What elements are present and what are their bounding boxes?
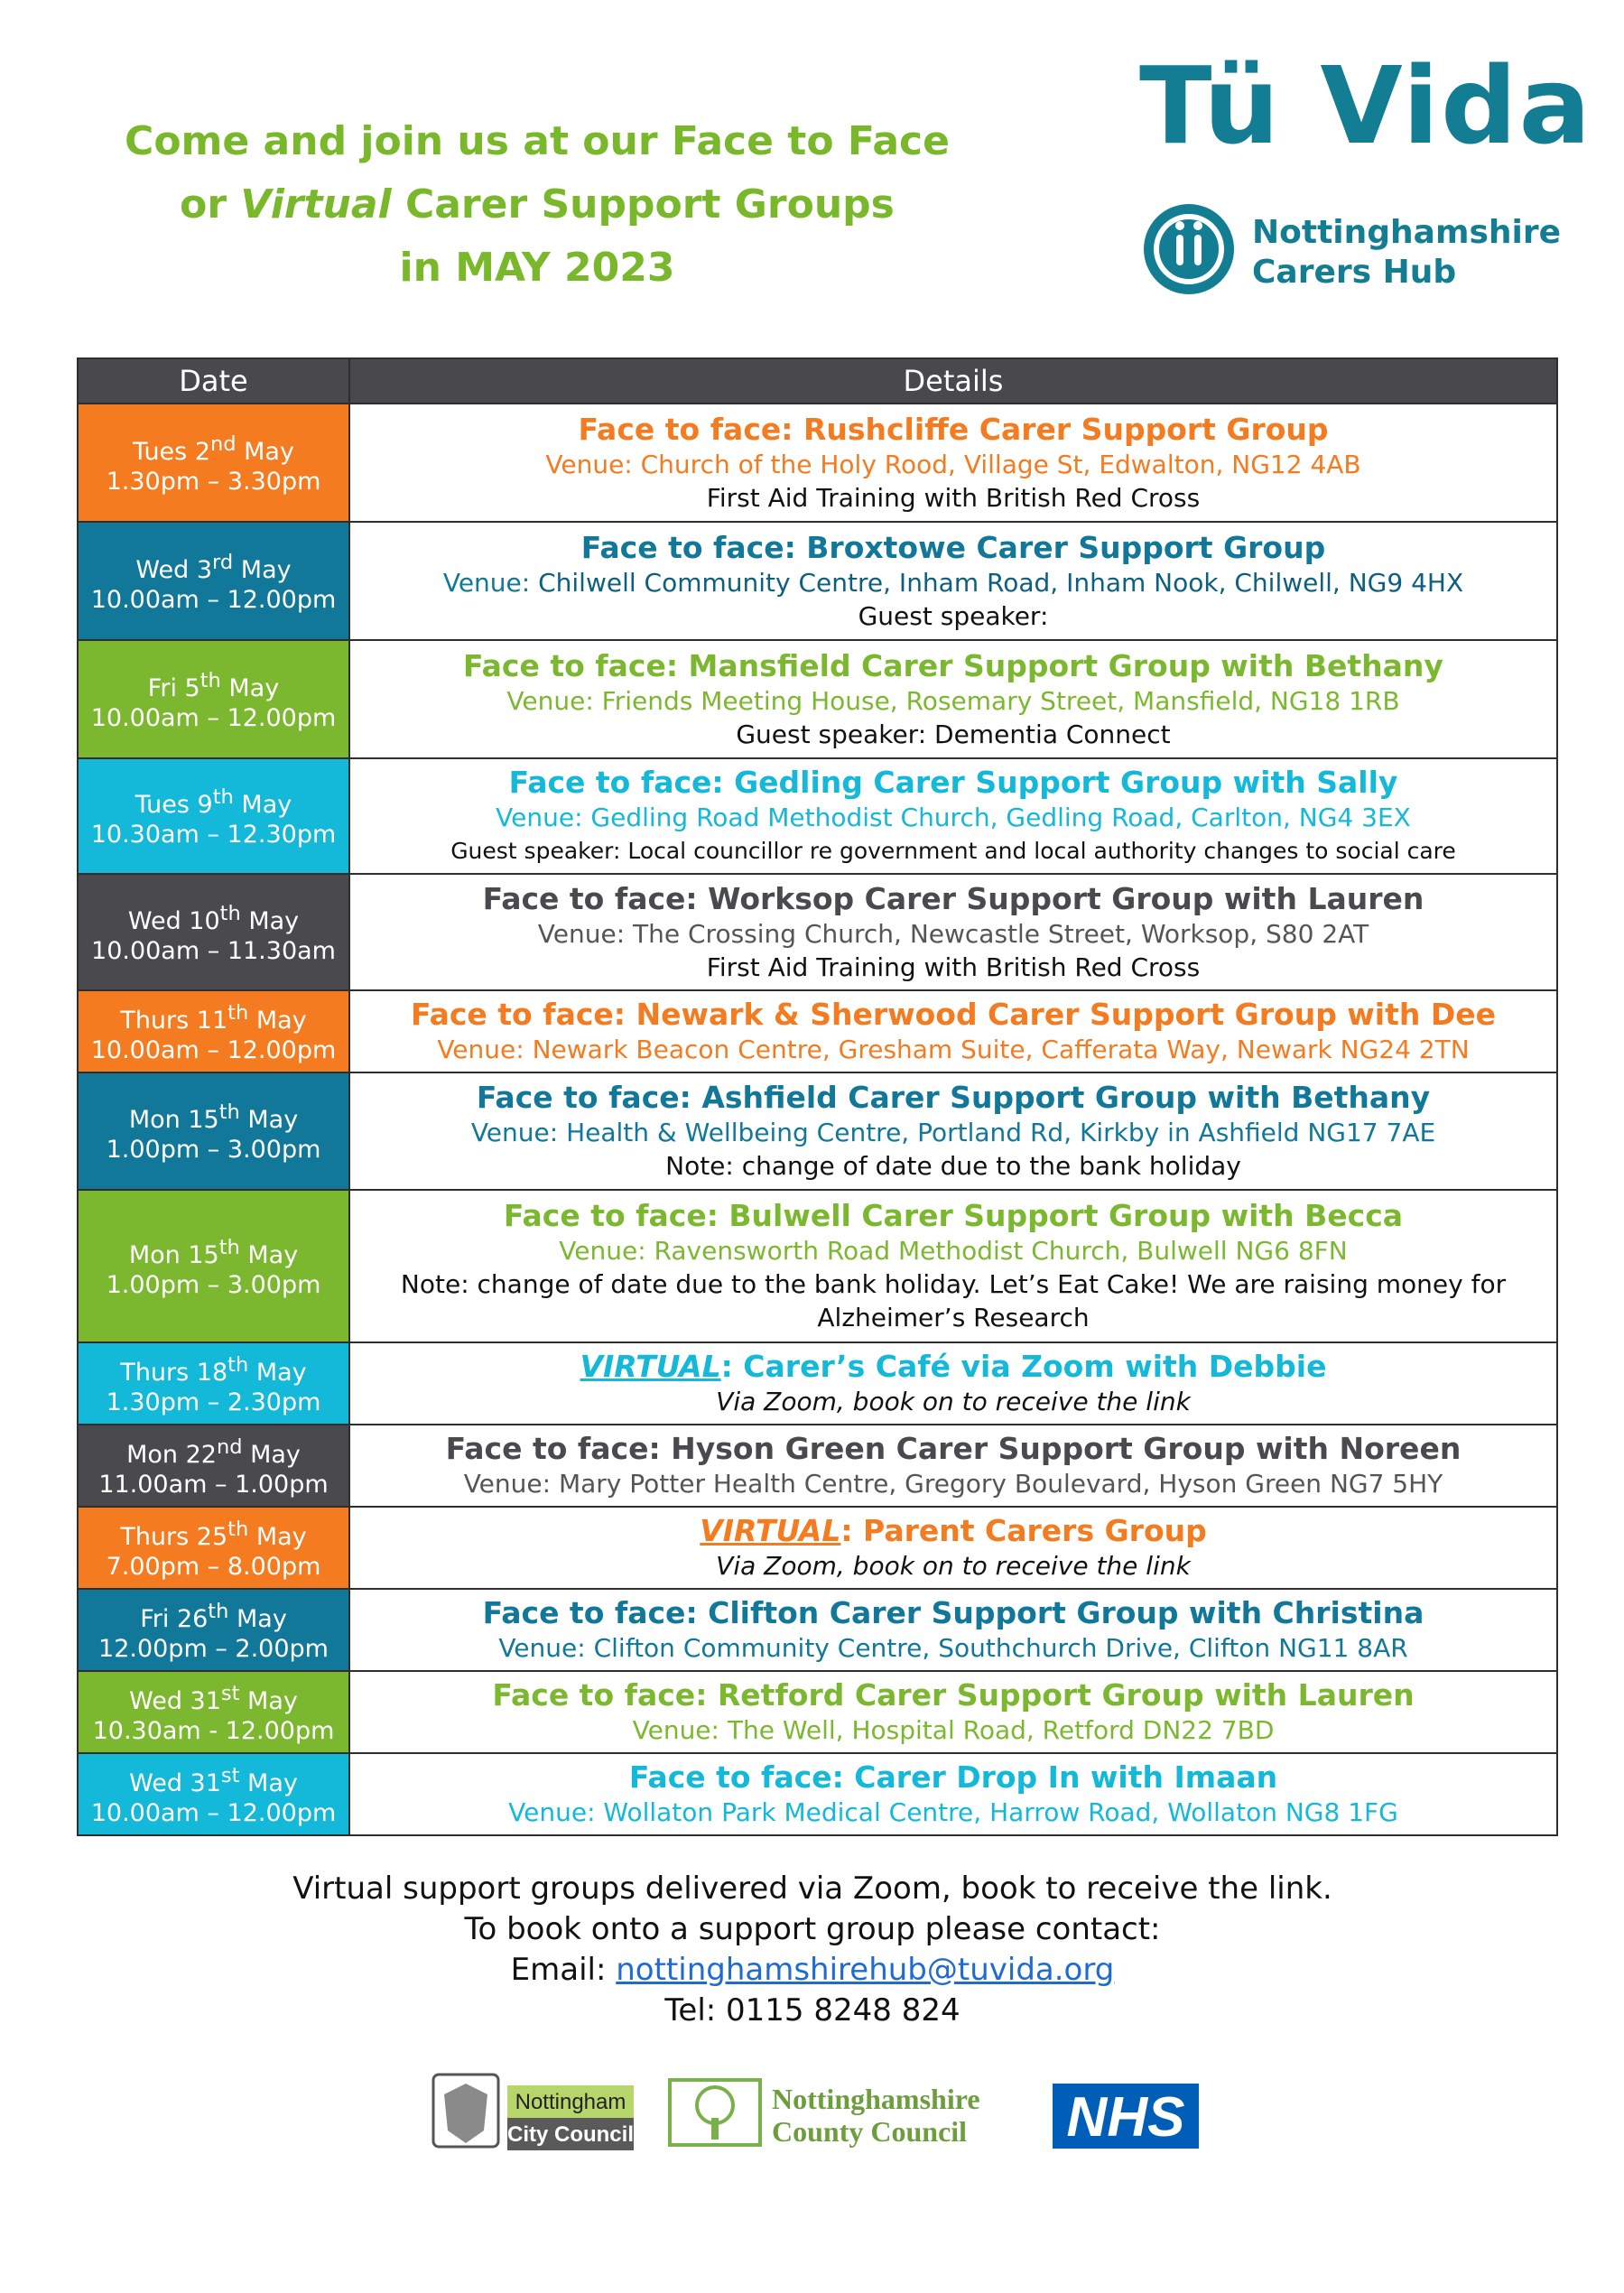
date-cell bbox=[78, 1190, 349, 1342]
hub-line-1: Nottinghamshire bbox=[1252, 214, 1562, 251]
title-line-3: in MAY 2023 bbox=[399, 245, 675, 291]
event-via: Via Zoom, book on to receive the link bbox=[716, 1387, 1191, 1416]
details-cell bbox=[349, 1190, 1557, 1342]
details-column-header: Details bbox=[349, 358, 1557, 404]
event-venue: Venue: Church of the Holy Rood, Village St, Edwalton, NG12 4AB bbox=[545, 449, 1361, 479]
event-venue: Venue: The Well, Hospital Road, Retford DN22 7BD bbox=[632, 1715, 1275, 1745]
details-cell bbox=[349, 404, 1557, 522]
schedule-table bbox=[77, 357, 1558, 1836]
event-note: Guest speaker: Dementia Connect bbox=[736, 719, 1171, 749]
event-day: Mon 15th May bbox=[128, 1100, 299, 1134]
details-cell bbox=[349, 1425, 1557, 1507]
nhs-logo-text: NHS bbox=[1066, 2086, 1185, 2149]
date-cell bbox=[78, 640, 349, 758]
footer-email-line bbox=[90, 1950, 1535, 1991]
details-cell bbox=[349, 990, 1557, 1072]
hub-line-2: Carers Hub bbox=[1252, 254, 1457, 291]
tuvida-wordmark: Tü Vida bbox=[1139, 43, 1593, 168]
nhs-logo bbox=[1053, 2084, 1199, 2149]
carers-hub-text bbox=[1252, 213, 1561, 292]
event-time: 10.00am – 12.00pm bbox=[90, 1798, 337, 1827]
event-time: 10.30am – 12.30pm bbox=[90, 821, 337, 849]
date-column-header: Date bbox=[78, 358, 349, 404]
event-venue: Venue: Chilwell Community Centre, Inham Road, Inham Nook, Chilwell, NG9 4HX bbox=[442, 567, 1464, 598]
table-row bbox=[78, 1342, 1557, 1425]
city-council-logo bbox=[433, 2075, 634, 2150]
table-row bbox=[78, 1671, 1557, 1753]
event-title: VIRTUAL: Parent Carers Group bbox=[700, 1513, 1207, 1548]
event-time: 10.00am – 11.30am bbox=[91, 936, 336, 965]
hub-logo-dot-left bbox=[1175, 221, 1184, 230]
table-row bbox=[78, 522, 1557, 640]
event-day: Thurs 11th May bbox=[120, 1000, 307, 1035]
event-time: 10.00am – 12.00pm bbox=[90, 1035, 337, 1064]
city-council-text-2: City Council bbox=[506, 2122, 635, 2147]
city-council-text-1: Nottingham bbox=[515, 2090, 626, 2114]
event-venue: Venue: Wollaton Park Medical Centre, Harrow Road, Wollaton NG8 1FG bbox=[508, 1797, 1398, 1827]
date-cell bbox=[78, 1589, 349, 1671]
event-title: Face to face: Retford Carer Support Group with Lauren bbox=[492, 1677, 1415, 1713]
title-line-2 bbox=[81, 173, 993, 237]
event-venue: Venue: Gedling Road Methodist Church, Gedling Road, Carlton, NG4 3EX bbox=[496, 803, 1411, 832]
event-day: Thurs 25th May bbox=[120, 1517, 307, 1551]
event-time: 1.30pm – 3.30pm bbox=[106, 467, 321, 496]
footer-line-1: Virtual support groups delivered via Zoom, book to receive the link. bbox=[292, 1871, 1332, 1907]
event-venue: Venue: Ravensworth Road Methodist Church, Bulwell NG6 8FN bbox=[559, 1236, 1348, 1266]
event-day: Wed 31st May bbox=[129, 1681, 298, 1715]
date-cell bbox=[78, 874, 349, 990]
table-row bbox=[78, 1072, 1557, 1190]
event-time: 11.00am – 1.00pm bbox=[98, 1470, 329, 1499]
hub-logo-bar-left bbox=[1176, 235, 1183, 265]
date-cell bbox=[78, 1072, 349, 1190]
title-virtual-word: Virtual bbox=[240, 181, 392, 227]
footer-tel: Tel: 0115 8248 824 bbox=[664, 1992, 960, 2028]
county-council-logo bbox=[670, 2080, 980, 2148]
event-day: Fri 26th May bbox=[140, 1599, 287, 1633]
date-cell bbox=[78, 404, 349, 522]
title-line-2-pre: or bbox=[180, 181, 241, 227]
event-via: Via Zoom, book on to receive the link bbox=[716, 1551, 1191, 1581]
event-venue: Venue: Health & Wellbeing Centre, Portland Rd, Kirkby in Ashfield NG17 7AE bbox=[470, 1118, 1436, 1147]
event-note: First Aid Training with British Red Cross bbox=[706, 952, 1201, 982]
event-day: Fri 5th May bbox=[147, 668, 280, 702]
email-link[interactable]: nottinghamshirehub@tuvida.org bbox=[616, 1952, 1115, 1988]
table-row bbox=[78, 1507, 1557, 1589]
event-day: Tues 9th May bbox=[135, 785, 292, 819]
event-time: 1.00pm – 3.00pm bbox=[106, 1136, 321, 1164]
event-day: Wed 31st May bbox=[129, 1763, 298, 1797]
event-title: Face to face: Worksop Carer Support Group with Lauren bbox=[482, 880, 1424, 916]
county-council-text-2: County Council bbox=[772, 2115, 968, 2148]
footer-line-2: To book onto a support group please contact: bbox=[464, 1911, 1161, 1947]
date-cell bbox=[78, 1753, 349, 1835]
event-venue: Venue: Mary Potter Health Centre, Gregory Boulevard, Hyson Green NG7 5HY bbox=[463, 1469, 1443, 1499]
date-cell bbox=[78, 522, 349, 640]
event-title: Face to face: Carer Drop In with Imaan bbox=[628, 1759, 1278, 1795]
event-time: 7.00pm – 8.00pm bbox=[106, 1552, 321, 1581]
date-cell bbox=[78, 1507, 349, 1589]
event-time: 10.00am – 12.00pm bbox=[90, 703, 337, 732]
event-title: Face to face: Rushcliffe Carer Support Group bbox=[578, 411, 1329, 447]
event-day: Wed 10th May bbox=[127, 901, 300, 935]
event-title: Face to face: Mansfield Carer Support Group with Bethany bbox=[463, 647, 1443, 683]
event-title: Face to face: Ashfield Carer Support Group with Bethany bbox=[476, 1080, 1431, 1115]
title-line-1: Come and join us at our Face to Face bbox=[125, 118, 950, 164]
details-cell bbox=[349, 874, 1557, 990]
partner-logos bbox=[433, 2067, 1210, 2158]
table-row bbox=[78, 640, 1557, 758]
event-day: Mon 15th May bbox=[128, 1235, 299, 1269]
date-cell bbox=[78, 1342, 349, 1425]
contact-footer bbox=[90, 1869, 1535, 2031]
hub-logo-dot-right bbox=[1193, 221, 1202, 230]
page-title bbox=[81, 110, 993, 300]
event-day: Wed 3rd May bbox=[135, 550, 292, 584]
event-note: Guest speaker: Local councillor re government and local authority changes to social care bbox=[450, 838, 1456, 864]
date-cell bbox=[78, 1671, 349, 1753]
email-label: Email: bbox=[510, 1952, 617, 1988]
event-title: Face to face: Gedling Carer Support Group with Sally bbox=[508, 765, 1398, 800]
table-row bbox=[78, 758, 1557, 874]
table-row bbox=[78, 1190, 1557, 1342]
hub-logo-bar-right bbox=[1194, 235, 1202, 265]
county-logo-trunk bbox=[711, 2118, 719, 2140]
date-cell bbox=[78, 1425, 349, 1507]
event-day: Thurs 18th May bbox=[120, 1352, 307, 1387]
details-cell bbox=[349, 1671, 1557, 1753]
event-venue: Venue: The Crossing Church, Newcastle Street, Worksop, S80 2AT bbox=[537, 918, 1369, 949]
event-title: VIRTUAL: Carer’s Café via Zoom with Debbie bbox=[580, 1349, 1327, 1384]
county-council-text-1: Nottinghamshire bbox=[772, 2083, 980, 2115]
table-row bbox=[78, 404, 1557, 522]
event-title: Face to face: Bulwell Carer Support Group with Becca bbox=[503, 1198, 1404, 1233]
details-cell bbox=[349, 522, 1557, 640]
event-venue: Venue: Friends Meeting House, Rosemary Street, Mansfield, NG18 1RB bbox=[506, 685, 1400, 716]
details-cell bbox=[349, 758, 1557, 874]
details-cell bbox=[349, 1753, 1557, 1835]
event-time: 1.30pm – 2.30pm bbox=[106, 1388, 321, 1416]
table-row bbox=[78, 990, 1557, 1072]
tuvida-logo bbox=[1139, 43, 1593, 168]
title-line-2-post: Carer Support Groups bbox=[391, 181, 895, 227]
event-day: Tues 2nd May bbox=[133, 432, 294, 466]
table-row bbox=[78, 1753, 1557, 1835]
event-venue: Venue: Newark Beacon Centre, Gresham Suite, Cafferata Way, Newark NG24 2TN bbox=[437, 1035, 1470, 1064]
table-row bbox=[78, 1425, 1557, 1507]
event-note: Note: change of date due to the bank holiday bbox=[665, 1151, 1241, 1181]
details-cell bbox=[349, 1342, 1557, 1425]
event-title: Face to face: Clifton Carer Support Group with Christina bbox=[482, 1595, 1424, 1630]
event-day: Mon 22nd May bbox=[126, 1434, 301, 1469]
event-venue: Venue: Clifton Community Centre, Southchurch Drive, Clifton NG11 8AR bbox=[498, 1633, 1408, 1663]
table-row bbox=[78, 1589, 1557, 1671]
details-cell bbox=[349, 640, 1557, 758]
event-note: First Aid Training with British Red Cross bbox=[706, 482, 1201, 513]
event-title: Face to face: Hyson Green Carer Support Group with Noreen bbox=[445, 1431, 1462, 1466]
table-header-row bbox=[78, 358, 1557, 404]
event-note: Guest speaker: bbox=[858, 600, 1049, 631]
details-cell bbox=[349, 1072, 1557, 1190]
virtual-tag: VIRTUAL bbox=[580, 1349, 721, 1384]
details-cell bbox=[349, 1507, 1557, 1589]
event-time: 1.00pm – 3.00pm bbox=[106, 1270, 321, 1299]
virtual-tag: VIRTUAL bbox=[700, 1513, 841, 1548]
event-title: Face to face: Broxtowe Carer Support Group bbox=[580, 529, 1326, 565]
event-title: Face to face: Newark & Sherwood Carer Support Group with Dee bbox=[410, 997, 1497, 1032]
details-cell bbox=[349, 1589, 1557, 1671]
event-time: 10.00am – 12.00pm bbox=[90, 585, 337, 614]
event-note: Note: change of date due to the bank holiday. Let’s Eat Cake! We are raising money for Alzheimer’s Research bbox=[400, 1269, 1507, 1332]
date-cell bbox=[78, 758, 349, 874]
event-time: 10.30am - 12.00pm bbox=[92, 1716, 335, 1745]
table-row bbox=[78, 874, 1557, 990]
date-cell bbox=[78, 990, 349, 1072]
event-time: 12.00pm – 2.00pm bbox=[98, 1634, 329, 1663]
